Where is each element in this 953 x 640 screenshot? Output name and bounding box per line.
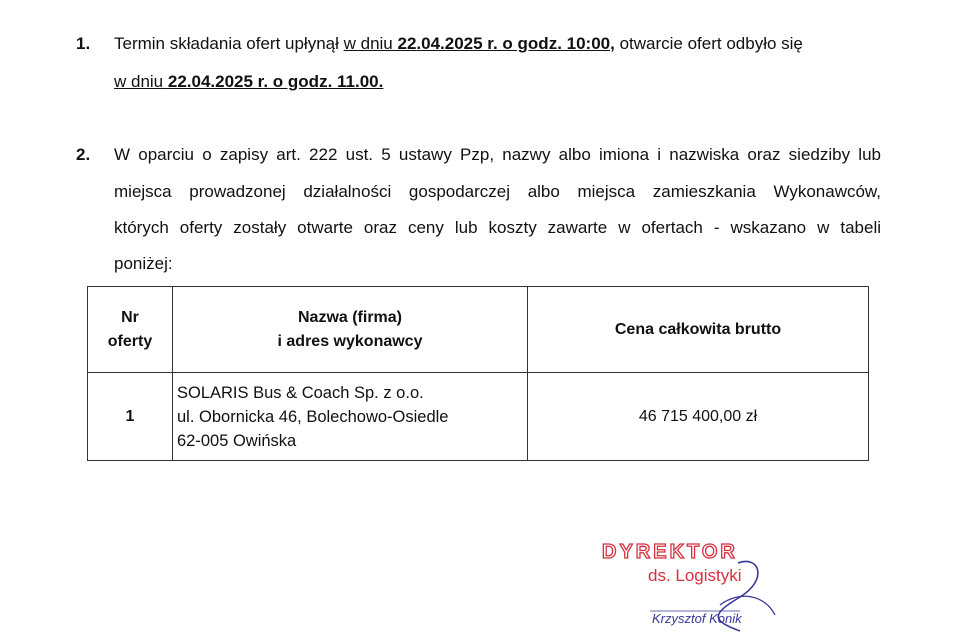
contractor-name: SOLARIS Bus & Coach Sp. z o.o. — [177, 383, 424, 402]
section-1-deadline: 22.04.2025 r. o godz. 10:00, — [397, 34, 615, 53]
director-stamp — [590, 535, 830, 635]
table-row — [88, 373, 869, 461]
contractor-street: ul. Obornicka 46, Bolechowo-Osiedle — [177, 407, 449, 426]
header-name: Nazwa (firma) i adres wykonawcy — [173, 287, 528, 373]
section-2-line-1: W oparciu o zapisy art. 222 ust. 5 ustawy Pzp, nazwy albo imiona i nazwiska oraz siedziby lub — [114, 145, 881, 164]
header-price: Cena całkowita brutto — [528, 287, 869, 373]
section-2-line-4: poniżej: — [114, 254, 173, 273]
stamp-name: Krzysztof Konik — [652, 611, 742, 626]
section-1-number: 1. — [76, 34, 91, 53]
section-1-line-1-suffix: otwarcie ofert odbyło się — [614, 34, 803, 53]
cell-price: 46 715 400,00 zł — [528, 373, 869, 461]
stamp-title: DYREKTOR — [602, 541, 738, 563]
cell-offer-number: 1 — [88, 373, 173, 461]
section-1-line-1-date-intro: w dniu 22.04.2025 r. o godz. 10:00, — [343, 34, 615, 53]
stamp-subtitle: ds. Logistyki — [648, 566, 742, 585]
contractor-city: 62-005 Owińska — [177, 431, 297, 450]
header-nr: Nr oferty — [88, 287, 173, 373]
section-2-number: 2. — [76, 145, 91, 164]
cell-contractor — [173, 373, 528, 461]
offers-table — [87, 286, 869, 461]
stamp-graphic — [590, 535, 830, 635]
section-1-line-1-prefix: Termin składania ofert upłynął — [114, 34, 344, 53]
table-header-row — [88, 287, 869, 373]
section-2-line-3: których oferty zostały otwarte oraz ceny lub koszty zawarte w ofertach - wskazano w tabeli — [114, 218, 881, 237]
section-2-line-2: miejsca prowadzonej działalności gospodarczej albo miejsca zamieszkania Wykonawców, — [114, 182, 881, 201]
section-1-opening-time: 22.04.2025 r. o godz. 11.00. — [167, 72, 384, 91]
section-1-line-1 — [114, 34, 803, 54]
section-1-line-2: w dniu 22.04.2025 r. o godz. 11.00. — [114, 72, 384, 91]
